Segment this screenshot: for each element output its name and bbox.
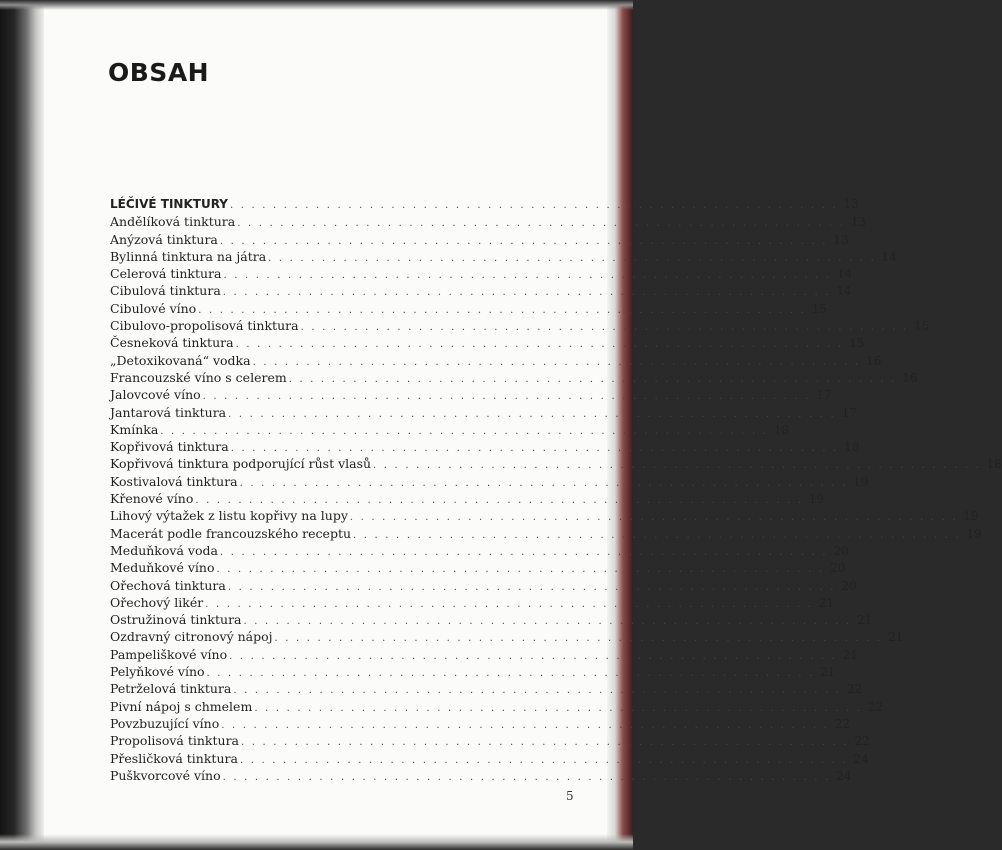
toc-dot-leader: . . . . . . . . . . . . . . . . . . . . . . . . . . . . . . . . . . . . . . . . . . . . . . . . . . . . . . . . . bbox=[221, 719, 830, 731]
toc-entry-page: 14 bbox=[837, 267, 853, 282]
toc-dot-leader: . . . . . . . . . . . . . . . . . . . . . . . . . . . . . . . . . . . . . . . . . . . . . . . . . . . . . . . . . bbox=[205, 598, 814, 610]
toc-entry-title: Přesličková tinktura bbox=[110, 750, 238, 766]
toc-entry bbox=[110, 767, 852, 784]
toc-entry-page: 24 bbox=[836, 768, 852, 783]
toc-entry bbox=[110, 369, 918, 386]
toc-entry bbox=[110, 715, 851, 732]
toc-entry-page: 16 bbox=[902, 370, 918, 385]
toc-dot-leader: . . . . . . . . . . . . . . . . . . . . . . . . . . . . . . . . . . . . . . . . . . . . . . . . . . . . . . . . . bbox=[227, 581, 836, 593]
toc-entry bbox=[110, 525, 982, 542]
toc-dot-leader: . . . . . . . . . . . . . . . . . . . . . . . . . . . . . . . . . . . . . . . . . . . . . . . . . . . . . . . . . bbox=[160, 425, 769, 437]
toc-entry-page: 22 bbox=[834, 716, 851, 731]
toc-dot-leader: . . . . . . . . . . . . . . . . . . . . . . . . . . . . . . . . . . . . . . . . . . . . . . . . . . . . . . . . . bbox=[235, 339, 844, 351]
toc-dot-leader: . . . . . . . . . . . . . . . . . . . . . . . . . . . . . . . . . . . . . . . . . . . . . . . . . . . . . . . . . bbox=[202, 391, 811, 403]
toc-entry-page: 18 bbox=[986, 457, 1002, 472]
toc-entry-title: Macerát podle francouzského receptu bbox=[110, 525, 352, 541]
toc-entry-page: 20 bbox=[841, 578, 857, 593]
toc-dot-leader: . . . . . . . . . . . . . . . . . . . . . . . . . . . . . . . . . . . . . . . . . . . . . . . . . . . . . . . . . bbox=[222, 287, 831, 299]
toc-dot-leader: . . . . . . . . . . . . . . . . . . . . . . . . . . . . . . . . . . . . . . . . . . . . . . . . . . . . . . . . . bbox=[195, 495, 804, 507]
table-of-contents bbox=[110, 196, 1002, 784]
toc-dot-leader: . . . . . . . . . . . . . . . . . . . . . . . . . . . . . . . . . . . . . . . . . . . . . . . . . . . . . . . . . bbox=[349, 512, 958, 524]
toc-entry-page: 21 bbox=[888, 630, 904, 645]
toc-entry bbox=[110, 594, 835, 611]
toc-entry-page: 15 bbox=[914, 319, 930, 334]
toc-entry-title: Andělíková tinktura bbox=[110, 214, 236, 230]
toc-entry-page: 20 bbox=[833, 543, 849, 558]
toc-entry bbox=[110, 732, 870, 749]
toc-entry bbox=[110, 421, 790, 438]
toc-dot-leader: . . . . . . . . . . . . . . . . . . . . . . . . . . . . . . . . . . . . . . . . . . . . . . . . . . . . . . . . . bbox=[243, 616, 852, 628]
toc-dot-leader: . . . . . . . . . . . . . . . . . . . . . . . . . . . . . . . . . . . . . . . . . . . . . . . . . . . . . . . . . bbox=[241, 737, 849, 749]
toc-entry-title: Cibulová tinktura bbox=[110, 283, 221, 299]
toc-entry-page: 13 bbox=[833, 232, 849, 247]
toc-dot-leader: . . . . . . . . . . . . . . . . . . . . . . . . . . . . . . . . . . . . . . . . . . . . . . . . . . . . . . . . . bbox=[206, 668, 815, 680]
toc-entry-title: Kmínka bbox=[110, 421, 159, 437]
toc-entry-page: 20 bbox=[829, 561, 846, 576]
toc-entry-title: Kostivalová tinktura bbox=[110, 473, 238, 489]
toc-entry-title: Jalovcové víno bbox=[110, 387, 201, 403]
toc-entry bbox=[110, 334, 865, 351]
toc-dot-leader: . . . . . . . . . . . . . . . . . . . . . . . . . . . . . . . . . . . . . . . . . . . . . . . . . . . . . . . . . bbox=[268, 252, 876, 264]
toc-entry bbox=[110, 248, 897, 265]
toc-entry bbox=[110, 231, 849, 248]
toc-entry-page: 18 bbox=[844, 440, 860, 455]
toc-entry bbox=[110, 213, 867, 230]
toc-entry-page: 19 bbox=[853, 474, 869, 489]
toc-entry-page: 21 bbox=[820, 665, 836, 680]
toc-entry bbox=[110, 628, 904, 645]
toc-entry bbox=[110, 646, 858, 663]
toc-entry-title: Povzbuzující víno bbox=[110, 715, 220, 731]
toc-entry bbox=[110, 317, 930, 334]
toc-entry-title: Ořechový likér bbox=[110, 594, 204, 610]
toc-entry-title: Pivní nápoj s chmelem bbox=[110, 698, 253, 714]
toc-entry bbox=[110, 352, 882, 369]
toc-dot-leader: . . . . . . . . . . . . . . . . . . . . . . . . . . . . . . . . . . . . . . . . . . . . . . . . . . . . . . . . . bbox=[222, 771, 831, 783]
toc-entry-page: 18 bbox=[773, 422, 790, 437]
toc-dot-leader: . . . . . . . . . . . . . . . . . . . . . . . . . . . . . . . . . . . . . . . . . . . . . . . . . . . . . . . . . bbox=[237, 218, 846, 230]
toc-entry-title: Francouzské víno s celerem bbox=[110, 369, 287, 385]
toc-entry-page: 15 bbox=[811, 301, 828, 316]
binding-shadow bbox=[0, 0, 44, 850]
toc-entry-page: 19 bbox=[963, 509, 979, 524]
toc-entry-title: Ostružinová tinktura bbox=[110, 612, 242, 628]
top-scan-edge bbox=[0, 0, 633, 10]
toc-dot-leader: . . . . . . . . . . . . . . . . . . . . . . . . . . . . . . . . . . . . . . . . . . . . . . . . . . . . . . . . . bbox=[239, 754, 848, 766]
toc-entry-title: Cibulové víno bbox=[110, 300, 197, 316]
toc-entry-title: Ozdravný citronový nápoj bbox=[110, 629, 273, 645]
toc-entry-title: Meduňkové víno bbox=[110, 560, 215, 576]
toc-entry bbox=[110, 438, 860, 455]
toc-dot-leader: . . . . . . . . . . . . . . . . . . . . . . . . . . . . . . . . . . . . . . . . . . . . . . . . . . . . . . . . . bbox=[219, 235, 828, 247]
toc-entry bbox=[110, 663, 836, 680]
toc-entry-title: Lihový výtažek z listu kopřivy na lupy bbox=[110, 508, 348, 524]
toc-entry bbox=[110, 455, 1002, 472]
toc-entry-title: Petrželová tinktura bbox=[110, 681, 232, 697]
toc-entry bbox=[110, 680, 863, 697]
toc-dot-leader: . . . . . . . . . . . . . . . . . . . . . . . . . . . . . . . . . . . . . . . . . . . . . . . . . . . . . . . . . bbox=[229, 200, 838, 211]
toc-entry-page: 24 bbox=[853, 751, 869, 766]
toc-entry bbox=[110, 698, 884, 715]
toc-dot-leader: . . . . . . . . . . . . . . . . . . . . . . . . . . . . . . . . . . . . . . . . . . . . . . . . . . . . . . . . . bbox=[233, 685, 842, 697]
toc-entry-title: Propolisová tinktura bbox=[110, 733, 240, 749]
toc-entry-page: 21 bbox=[857, 613, 873, 628]
toc-entry-page: 21 bbox=[842, 647, 858, 662]
toc-dot-leader: . . . . . . . . . . . . . . . . . . . . . . . . . . . . . . . . . . . . . . . . . . . . . . . . . . . . . . . . . bbox=[353, 529, 961, 541]
toc-entry bbox=[110, 473, 869, 490]
toc-entry-page: 17 bbox=[841, 405, 857, 420]
toc-entry-title: Kopřivová tinktura podporující růst vlasů bbox=[110, 456, 372, 472]
toc-entry-page: 22 bbox=[854, 734, 870, 749]
toc-entry-title: Česneková tinktura bbox=[110, 335, 234, 351]
toc-entry bbox=[110, 577, 857, 594]
toc-entry bbox=[110, 490, 825, 507]
toc-dot-leader: . . . . . . . . . . . . . . . . . . . . . . . . . . . . . . . . . . . . . . . . . . . . . . . . . . . . . . . . . bbox=[254, 702, 863, 714]
toc-entry-page: 13 bbox=[843, 197, 859, 211]
toc-entry bbox=[110, 750, 869, 767]
toc-entry-page: 19 bbox=[966, 526, 982, 541]
toc-entry-title: Pampeliškové víno bbox=[110, 646, 228, 662]
toc-dot-leader: . . . . . . . . . . . . . . . . . . . . . . . . . . . . . . . . . . . . . . . . . . . . . . . . . . . . . . . . . bbox=[373, 460, 981, 472]
toc-entry-page: 15 bbox=[849, 336, 865, 351]
toc-entry-page: 14 bbox=[836, 284, 852, 299]
toc-dot-leader: . . . . . . . . . . . . . . . . . . . . . . . . . . . . . . . . . . . . . . . . . . . . . . . . . . . . . . . . . bbox=[274, 633, 883, 645]
toc-dot-leader: . . . . . . . . . . . . . . . . . . . . . . . . . . . . . . . . . . . . . . . . . . . . . . . . . . . . . . . . . bbox=[288, 373, 897, 385]
toc-dot-leader: . . . . . . . . . . . . . . . . . . . . . . . . . . . . . . . . . . . . . . . . . . . . . . . . . . . . . . . . . bbox=[198, 304, 807, 316]
toc-entry-page: 14 bbox=[881, 249, 897, 264]
toc-dot-leader: . . . . . . . . . . . . . . . . . . . . . . . . . . . . . . . . . . . . . . . . . . . . . . . . . . . . . . . . . bbox=[239, 477, 848, 489]
toc-section-heading bbox=[110, 196, 859, 213]
toc-entry-title: Kopřivová tinktura bbox=[110, 439, 229, 455]
toc-entry bbox=[110, 282, 852, 299]
toc-entry-title: Křenové víno bbox=[110, 491, 194, 507]
toc-entry bbox=[110, 559, 846, 576]
toc-entry bbox=[110, 611, 873, 628]
toc-entry-page: 22 bbox=[846, 682, 863, 697]
toc-entry bbox=[110, 265, 853, 282]
toc-entry-title: Ořechová tinktura bbox=[110, 577, 226, 593]
toc-entry-page: 19 bbox=[808, 492, 825, 507]
page-title: OBSAH bbox=[108, 58, 210, 87]
toc-dot-leader: . . . . . . . . . . . . . . . . . . . . . . . . . . . . . . . . . . . . . . . . . . . . . . . . . . . . . . . . . bbox=[216, 564, 825, 576]
bottom-scan-edge bbox=[0, 834, 633, 850]
toc-entry-title: LÉČIVÉ TINKTURY bbox=[110, 197, 228, 211]
toc-entry-page: 22 bbox=[867, 699, 884, 714]
toc-entry-title: Bylinná tinktura na játra bbox=[110, 248, 267, 264]
toc-entry bbox=[110, 300, 828, 317]
toc-entry-page: 13 bbox=[850, 215, 867, 230]
toc-dot-leader: . . . . . . . . . . . . . . . . . . . . . . . . . . . . . . . . . . . . . . . . . . . . . . . . . . . . . . . . . bbox=[223, 270, 832, 282]
toc-entry-page: 16 bbox=[866, 353, 882, 368]
toc-entry-title: Meduňková voda bbox=[110, 542, 218, 558]
toc-entry bbox=[110, 404, 857, 421]
toc-dot-leader: . . . . . . . . . . . . . . . . . . . . . . . . . . . . . . . . . . . . . . . . . . . . . . . . . . . . . . . . . bbox=[228, 408, 836, 420]
toc-entry-title: „Detoxikovaná“ vodka bbox=[110, 352, 251, 368]
page-number: 5 bbox=[566, 789, 574, 803]
toc-entry-title: Pelyňkové víno bbox=[110, 664, 205, 680]
toc-dot-leader: . . . . . . . . . . . . . . . . . . . . . . . . . . . . . . . . . . . . . . . . . . . . . . . . . . . . . . . . . bbox=[300, 322, 909, 334]
toc-entry-title: Puškvorcové víno bbox=[110, 767, 221, 783]
toc-dot-leader: . . . . . . . . . . . . . . . . . . . . . . . . . . . . . . . . . . . . . . . . . . . . . . . . . . . . . . . . . bbox=[229, 650, 837, 662]
toc-dot-leader: . . . . . . . . . . . . . . . . . . . . . . . . . . . . . . . . . . . . . . . . . . . . . . . . . . . . . . . . . bbox=[252, 356, 861, 368]
toc-entry bbox=[110, 507, 979, 524]
toc-entry bbox=[110, 386, 832, 403]
toc-entry-title: Jantarová tinktura bbox=[110, 404, 227, 420]
toc-entry-title: Celerová tinktura bbox=[110, 266, 222, 282]
toc-entry bbox=[110, 542, 849, 559]
toc-entry-page: 17 bbox=[816, 388, 832, 403]
toc-entry-page: 21 bbox=[818, 595, 835, 610]
toc-dot-leader: . . . . . . . . . . . . . . . . . . . . . . . . . . . . . . . . . . . . . . . . . . . . . . . . . . . . . . . . . bbox=[219, 546, 828, 558]
toc-entry-title: Cibulovo-propolisová tinktura bbox=[110, 318, 299, 334]
toc-entry-title: Anýzová tinktura bbox=[110, 231, 218, 247]
toc-dot-leader: . . . . . . . . . . . . . . . . . . . . . . . . . . . . . . . . . . . . . . . . . . . . . . . . . . . . . . . . . bbox=[230, 443, 839, 455]
